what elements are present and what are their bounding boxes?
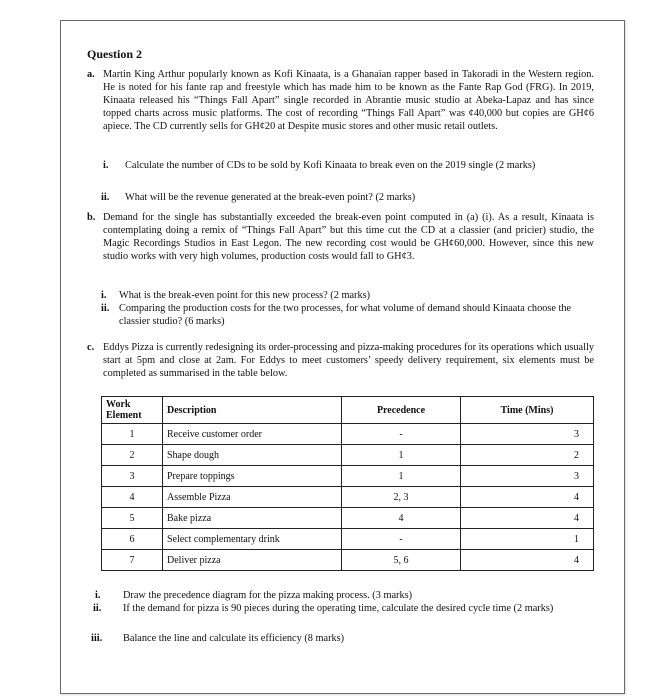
cell-precedence: - [342,529,461,550]
cell-element: 4 [102,487,163,508]
cell-element: 7 [102,550,163,571]
part-c-paragraph: Eddys Pizza is currently redesigning its order-processing and pizza-making procedures for its operations which usually start at 5pm and close at 2am. For Eddys to meet customers’ speedy delivery requirement, six elements must be completed as summarised in the table below. [103,342,594,379]
part-c-item-3 [87,632,594,646]
cell-precedence: 5, 6 [342,550,461,571]
cell-description: Bake pizza [163,508,342,529]
part-b-label: b. [87,212,96,223]
item-text: Calculate the number of CDs to be sold by Kofi Kinaata to break even on the 2019 single (2 marks) [125,160,536,171]
cell-time: 4 [461,550,594,571]
part-a-item-2 [101,191,594,205]
cell-description: Prepare toppings [163,466,342,487]
item-text: What is the break-even point for this new process? (2 marks) [119,290,371,301]
cell-element: 2 [102,445,163,466]
cell-precedence: 1 [342,466,461,487]
item-number: iii. [91,633,103,644]
cell-description: Select complementary drink [163,529,342,550]
cell-element: 6 [102,529,163,550]
question-title: Question 2 [87,47,143,61]
cell-time: 4 [461,487,594,508]
cell-precedence: 4 [342,508,461,529]
header-precedence: Precedence [342,397,461,424]
cell-time: 3 [461,424,594,445]
item-text: Comparing the production costs for the two processes, for what volume of demand should Kinaata choose the classier studio? (6 marks) [119,303,572,327]
part-a-paragraph: Martin King Arthur popularly known as Kofi Kinaata, is a Ghanaian rapper based in Takoradi in the Western region. He is noted for his fante rap and freestyle which has made him to be known as the Fante Rap God (FRG). In 2019, Kinaata released his “Things Fall Apart” single recorded in Abrantie music studio at Abeka-Lapaz and has since topped charts across music platforms. The cost of recording “Things Fall Apart” was ¢40,000 but copies are GH¢6 apiece. The CD currently sells for GH¢20 at Despite music stores and other music retail outlets. [103,69,594,132]
item-number: ii. [101,192,110,203]
cell-description: Shape dough [163,445,342,466]
work-element-table [101,396,594,571]
cell-element: 3 [102,466,163,487]
part-c-item-2 [87,602,594,630]
table-row [102,550,594,571]
part-c-item-1 [87,589,594,603]
item-text: Draw the precedence diagram for the pizza making process. (3 marks) [123,590,413,601]
table-header-row [102,397,594,424]
part-b-item-2 [101,302,594,330]
item-number: i. [103,160,109,171]
cell-description: Assemble Pizza [163,487,342,508]
document-page [60,20,625,694]
table-row [102,529,594,550]
item-text: What will be the revenue generated at the break-even point? (2 marks) [125,192,416,203]
cell-description: Deliver pizza [163,550,342,571]
cell-time: 2 [461,445,594,466]
table-row [102,487,594,508]
header-time: Time (Mins) [461,397,594,424]
part-b-item-1 [101,289,594,303]
item-number: i. [101,290,107,301]
table-row [102,445,594,466]
part-a-item-1 [103,159,594,187]
cell-precedence: 1 [342,445,461,466]
item-text: If the demand for pizza is 90 pieces during the operating time, calculate the desired cycle time (2 marks) [123,603,554,614]
item-number: i. [95,590,101,601]
cell-precedence: 2, 3 [342,487,461,508]
part-c-label: c. [87,342,95,353]
cell-element: 5 [102,508,163,529]
header-work-element: Work Element [102,397,163,424]
item-number: ii. [93,603,102,614]
header-description: Description [163,397,342,424]
cell-time: 3 [461,466,594,487]
cell-time: 1 [461,529,594,550]
cell-precedence: - [342,424,461,445]
cell-element: 1 [102,424,163,445]
table-row [102,508,594,529]
cell-time: 4 [461,508,594,529]
part-b-paragraph: Demand for the single has substantially exceeded the break-even point computed in (a) (i). As a result, Kinaata is contemplating doing a remix of “Things Fall Apart” but this time cut the CD at a classier (and pricier) studio, the Magic Recordings Studios in East Legon. The new recording cost would be GH¢60,000. However, since this new studio works with very high volumes, production costs would fall to GH¢3. [103,212,594,262]
table-row [102,466,594,487]
cell-description: Receive customer order [163,424,342,445]
part-a-label: a. [87,69,95,80]
table-row [102,424,594,445]
item-text: Balance the line and calculate its efficiency (8 marks) [123,633,345,644]
item-number: ii. [101,303,110,314]
